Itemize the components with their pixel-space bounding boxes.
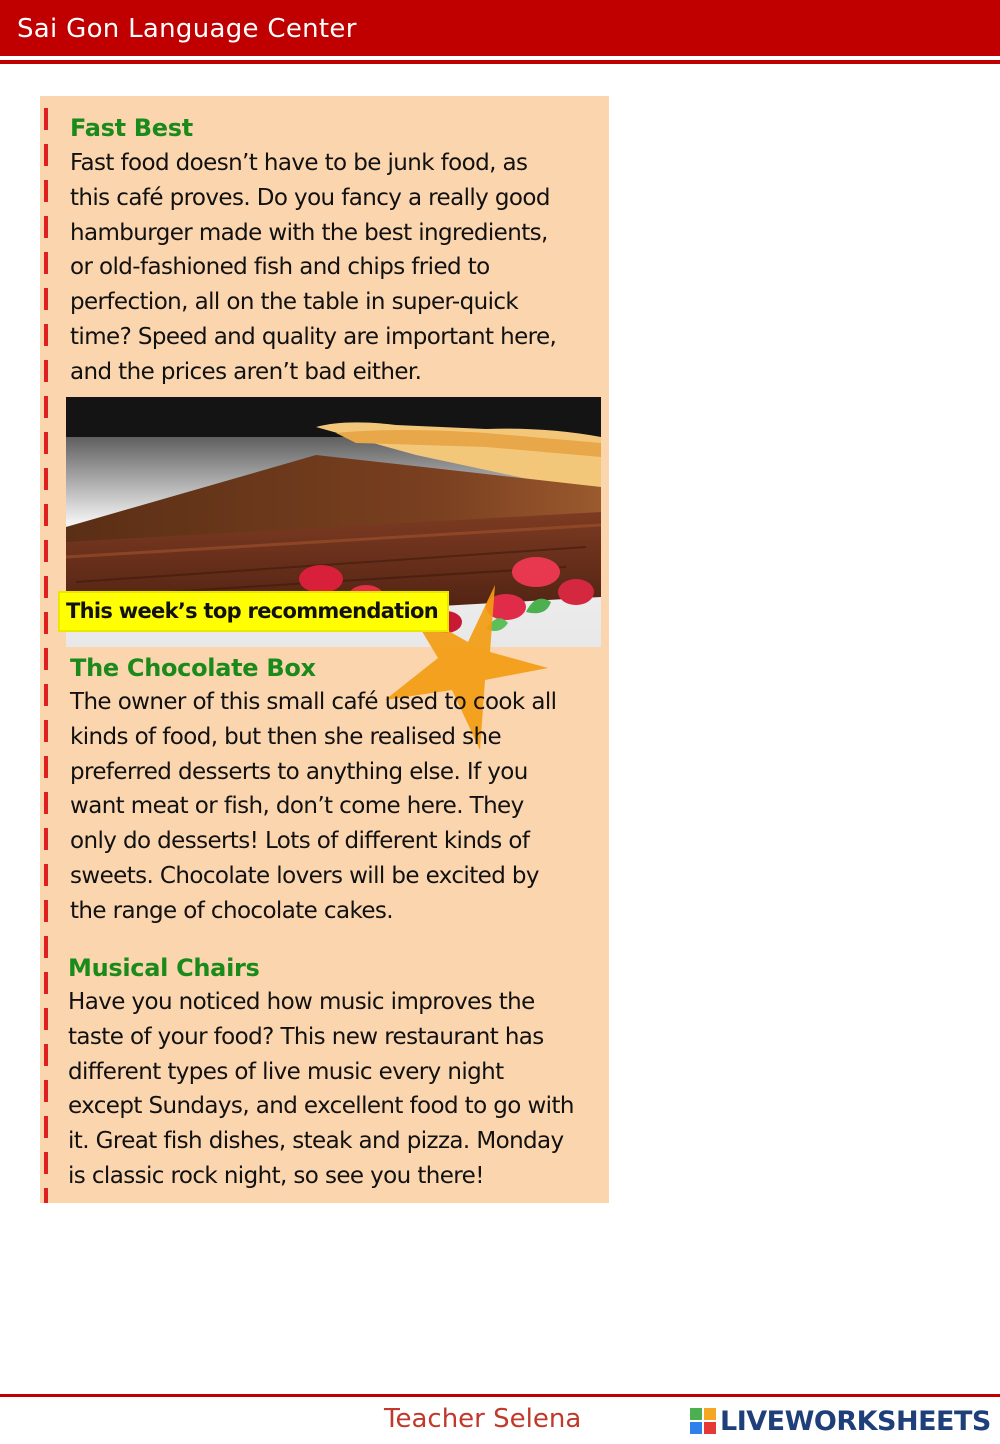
top-recommendation-banner bbox=[58, 591, 449, 632]
header-title: Sai Gon Language Center bbox=[17, 14, 357, 44]
article-body-fast-best: Fast food doesn’t have to be junk food, as this café proves. Do you fancy a really good hamburger made with the best ingredients, or old-fashioned fish and chips fried to perfection, all on the table in super-quick time? Speed and quality are important here, and the prices aren’t bad either. bbox=[70, 150, 557, 385]
article-heading-musical-chairs: Musical Chairs bbox=[68, 954, 260, 982]
header-bar bbox=[0, 0, 1000, 56]
dashed-margin-line bbox=[44, 108, 48, 1203]
article-heading-fast-best: Fast Best bbox=[70, 114, 193, 142]
article-body-musical-chairs: Have you noticed how music improves the taste of your food? This new restaurant has different types of live music every night except Sundays, and excellent food to go with it. Great fish dishes, steak and pizza. Monday is classic rock night, so see you there! bbox=[68, 989, 574, 1189]
banner-text: This week’s top recommendation bbox=[66, 599, 438, 623]
article-heading-chocolate-box: The Chocolate Box bbox=[70, 654, 316, 682]
footer-rule bbox=[0, 1394, 1000, 1397]
article-body-chocolate-box: The owner of this small café used to cook all kinds of food, but then she realised she preferred desserts to anything else. If you want meat or fish, don’t come here. They only do desserts! Lots of different kinds of sweets. Chocolate lovers will be excited by the range of chocolate cakes. bbox=[70, 689, 557, 924]
logo-text: LIVEWORKSHEETS bbox=[720, 1405, 991, 1437]
liveworksheets-logo[interactable] bbox=[690, 1404, 991, 1438]
header-rule bbox=[0, 60, 1000, 64]
liveworksheets-logo-icon bbox=[690, 1408, 716, 1434]
footer-teacher: Teacher Selena bbox=[384, 1404, 582, 1434]
